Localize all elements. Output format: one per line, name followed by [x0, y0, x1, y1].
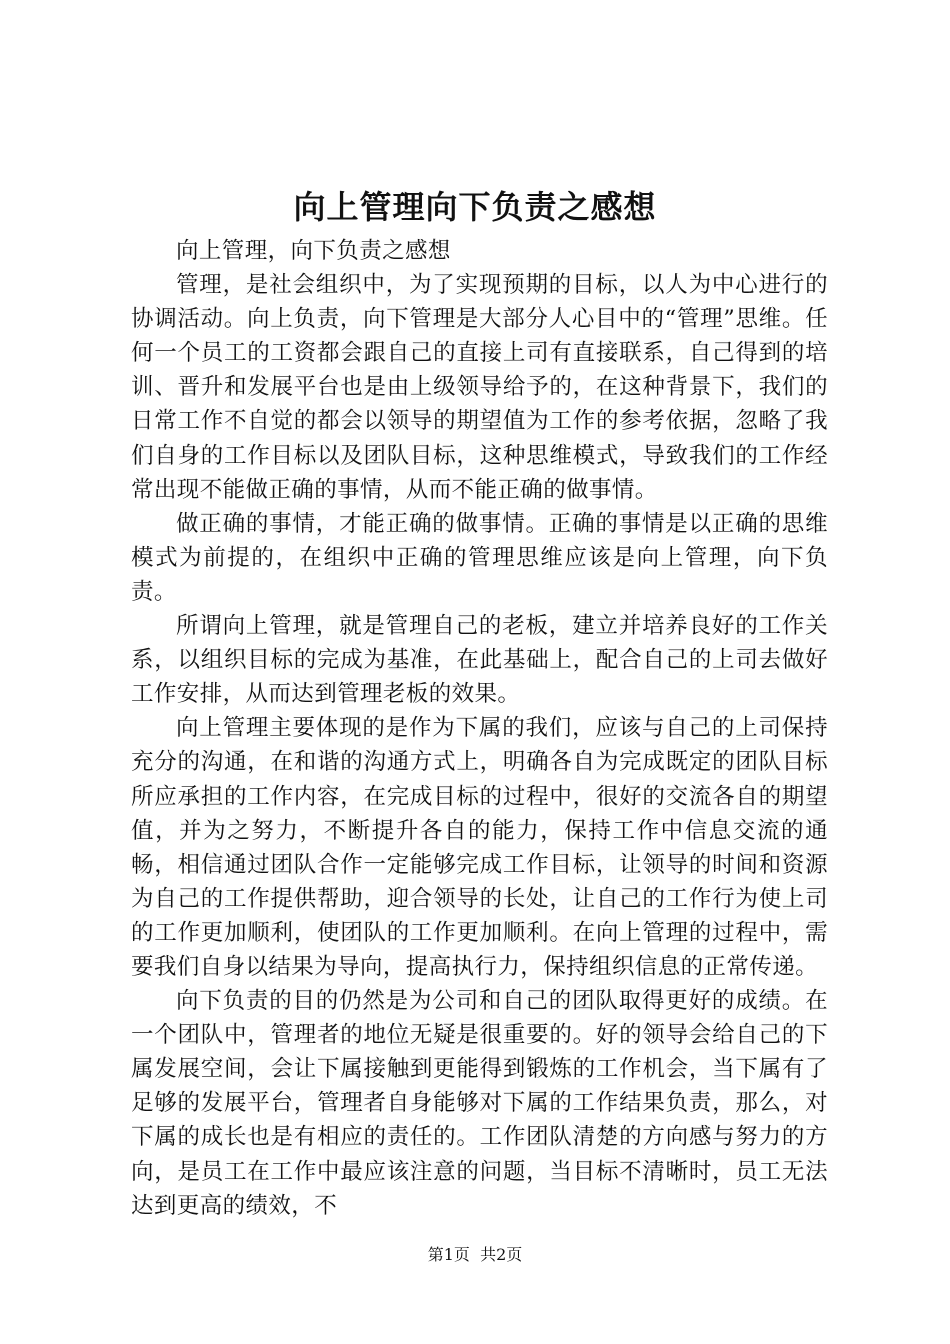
paragraph: 向下负责的目的仍然是为公司和自己的团队取得更好的成绩。在一个团队中，管理者的地位无疑是很重要的。好的领导会给自己的下属发展空间，会让下属接触到更能得到锻炼的工作机会，当下属有了足够的发展平台，管理者自身能够对下属的工作结果负责，那么，对下属的成长也是有相应的责任的。工作团队清楚的方向感与努力的方向，是员工在工作中最应该注意的问题，当目标不清晰时，员工无法达到更高的绩效，不 [131, 988, 828, 1219]
paragraph: 所谓向上管理，就是管理自己的老板，建立并培养良好的工作关系，以组织目标的完成为基准，在此基础上，配合自己的上司去做好工作安排，从而达到管理老板的效果。 [131, 613, 828, 708]
page-total: 共2页 [480, 1245, 523, 1264]
document-title: 向上管理向下负责之感想 [293, 188, 657, 226]
paragraph: 管理，是社会组织中，为了实现预期的目标，以人为中心进行的协调活动。向上负责，向下管理是大部分人心目中的“管理”思维。任何一个员工的工资都会跟自己的直接上司有直接联系，自己得到的培训、晋升和发展平台也是由上级领导给予的，在这种背景下，我们的日常工作不自觉的都会以领导的期望值为工作的参考依据，忽略了我们自身的工作目标以及团队目标，这种思维模式，导致我们的工作经常出现不能做正确的事情，从而不能正确的做事情。 [131, 272, 828, 503]
paragraph: 做正确的事情，才能正确的做事情。正确的事情是以正确的思维模式为前提的，在组织中正确的管理思维应该是向上管理，向下负责。 [131, 510, 828, 605]
footer-spacer [470, 1245, 480, 1264]
page-number: 第1页 [427, 1245, 470, 1264]
paragraph: 向上管理，向下负责之感想 [176, 238, 451, 264]
page-footer [0, 1243, 950, 1267]
document-body [131, 234, 828, 1223]
paragraph: 向上管理主要体现的是作为下属的我们，应该与自己的上司保持充分的沟通，在和谐的沟通方式上，明确各自为完成既定的团队目标所应承担的工作内容，在完成目标的过程中，很好的交流各自的期望值，并为之努力，不断提升各自的能力，保持工作中信息交流的通畅，相信通过团队合作一定能够完成工作目标，让领导的时间和资源为自己的工作提供帮助，迎合领导的长处，让自己的工作行为使上司的工作更加顺利，使团队的工作更加顺利。在向上管理的过程中，需要我们自身以结果为导向，提高执行力，保持组织信息的正常传递。 [131, 715, 828, 980]
